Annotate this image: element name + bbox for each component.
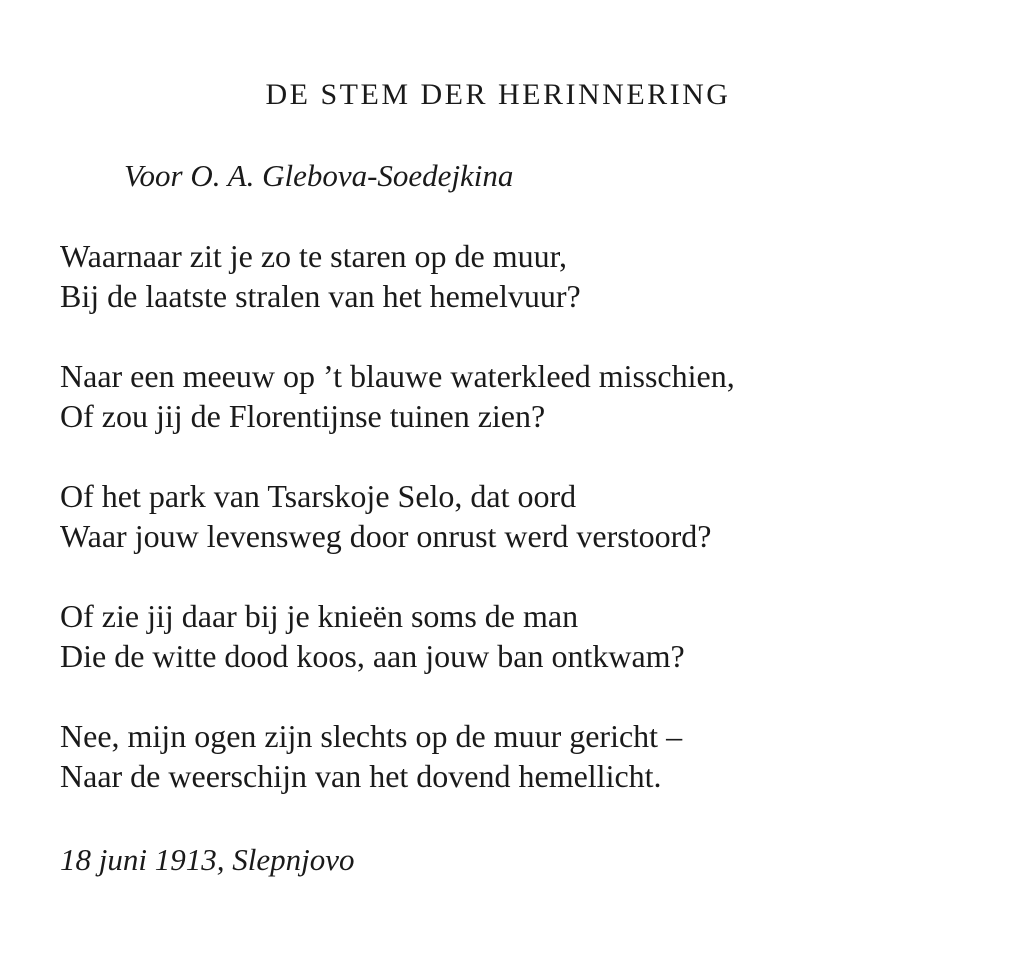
poem-line: Naar de weerschijn van het dovend hemellicht.: [60, 758, 662, 794]
poem-line: Nee, mijn ogen zijn slechts op de muur gericht –: [60, 718, 683, 754]
stanza: [60, 716, 735, 796]
poem-line: Die de witte dood koos, aan jouw ban ontkwam?: [60, 638, 685, 674]
poem-line: Of zie jij daar bij je knieën soms de man: [60, 598, 579, 634]
poem-line: Of het park van Tsarskoje Selo, dat oord: [60, 478, 577, 514]
poem-line: Waar jouw levensweg door onrust werd verstoord?: [60, 518, 712, 554]
poem-title: DE STEM DER HERINNERING: [265, 78, 731, 111]
poem-line: Bij de laatste stralen van het hemelvuur?: [60, 278, 581, 314]
poem-dedication: Voor O. A. Glebova-Soedejkina: [124, 158, 514, 193]
stanza: [60, 596, 735, 676]
stanza: [60, 236, 735, 316]
poem-line: Of zou jij de Florentijnse tuinen zien?: [60, 398, 546, 434]
poem-line: Waarnaar zit je zo te staren op de muur,: [60, 238, 568, 274]
stanza: [60, 476, 735, 556]
stanza: [60, 356, 735, 436]
poem-date-place: 18 juni 1913, Slepnjovo: [60, 842, 355, 877]
poem-body: [60, 236, 735, 836]
poem-line: Naar een meeuw op ’t blauwe waterkleed misschien,: [60, 358, 735, 394]
